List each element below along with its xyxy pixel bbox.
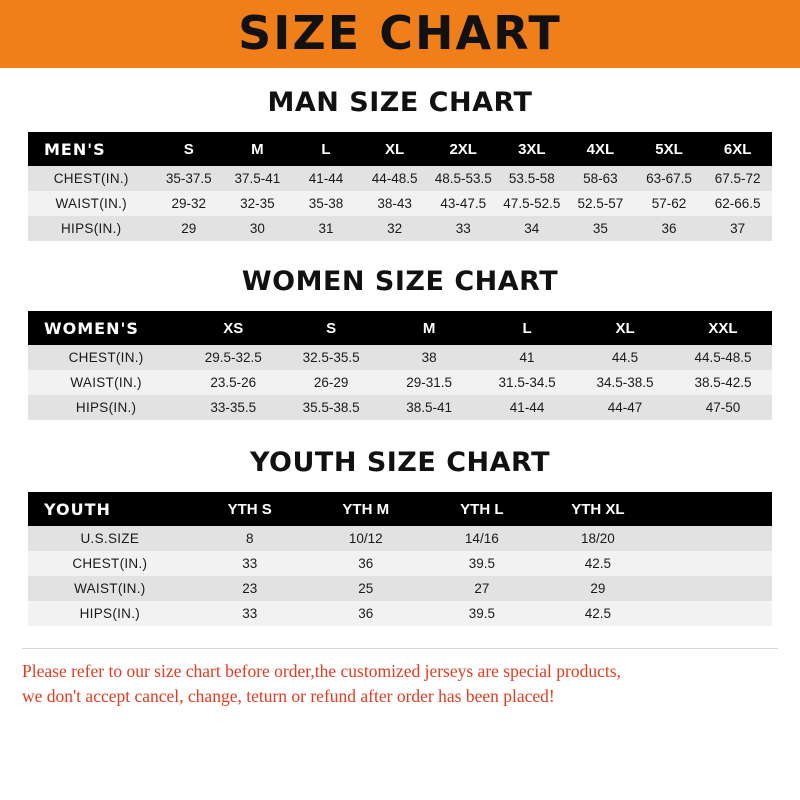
page-title: SIZE CHART [238, 6, 562, 60]
table-cell: 23 [192, 576, 308, 601]
table-row [28, 345, 772, 370]
table-cell: 35-38 [292, 191, 361, 216]
column-header: YTH L [424, 492, 540, 526]
youth-table-wrapper [28, 492, 772, 626]
women-section-title: WOMEN SIZE CHART [241, 266, 559, 297]
table-cell: 32-35 [223, 191, 292, 216]
table-cell: 34 [498, 216, 567, 241]
table-cell [656, 551, 772, 576]
table-cell [656, 526, 772, 551]
table-row [28, 191, 772, 216]
table-cell: 23.5-26 [184, 370, 282, 395]
table-cell: 67.5-72 [703, 166, 772, 191]
row-header: HIPS(IN.) [28, 601, 192, 626]
table-cell: 35 [566, 216, 635, 241]
column-header: XS [184, 311, 282, 345]
column-header: YTH S [192, 492, 308, 526]
column-header: 4XL [566, 132, 635, 166]
order-policy-note [22, 648, 778, 710]
table-cell: 31.5-34.5 [478, 370, 576, 395]
table-row [28, 576, 772, 601]
column-header: M [380, 311, 478, 345]
table-cell: 37.5-41 [223, 166, 292, 191]
table-cell: 27 [424, 576, 540, 601]
column-header: M [223, 132, 292, 166]
table-cell: 38-43 [360, 191, 429, 216]
column-header: 2XL [429, 132, 498, 166]
women-size-table [28, 311, 772, 420]
table-header-row [28, 132, 772, 166]
table-cell: 39.5 [424, 551, 540, 576]
man-table-wrapper [28, 132, 772, 241]
table-cell: 26-29 [282, 370, 380, 395]
table-cell: 48.5-53.5 [429, 166, 498, 191]
table-cell: 34.5-38.5 [576, 370, 674, 395]
table-cell: 32 [360, 216, 429, 241]
women-table-wrapper [28, 311, 772, 420]
row-header: CHEST(IN.) [28, 166, 154, 191]
table-cell: 33 [192, 551, 308, 576]
table-cell: 36 [308, 601, 424, 626]
table-cell: 32.5-35.5 [282, 345, 380, 370]
row-header: U.S.SIZE [28, 526, 192, 551]
man-section-title: MAN SIZE CHART [267, 87, 533, 118]
youth-section-title: YOUTH SIZE CHART [249, 447, 551, 478]
man-size-table [28, 132, 772, 241]
table-cell: 29.5-32.5 [184, 345, 282, 370]
table-cell: 63-67.5 [635, 166, 704, 191]
table-cell: 44.5-48.5 [674, 345, 772, 370]
row-header: WAIST(IN.) [28, 576, 192, 601]
column-header: XXL [674, 311, 772, 345]
column-header: S [282, 311, 380, 345]
table-cell [656, 601, 772, 626]
column-header: 3XL [498, 132, 567, 166]
table-cell: 30 [223, 216, 292, 241]
table-cell: 44-48.5 [360, 166, 429, 191]
table-cell: 41 [478, 345, 576, 370]
table-cell: 36 [308, 551, 424, 576]
table-cell: 44.5 [576, 345, 674, 370]
table-cell: 8 [192, 526, 308, 551]
row-header: HIPS(IN.) [28, 216, 154, 241]
column-header: 6XL [703, 132, 772, 166]
table-cell: 47-50 [674, 395, 772, 420]
table-cell: 33 [192, 601, 308, 626]
table-row [28, 395, 772, 420]
table-row [28, 601, 772, 626]
row-header: CHEST(IN.) [28, 345, 184, 370]
table-cell: 25 [308, 576, 424, 601]
table-cell: 38.5-42.5 [674, 370, 772, 395]
table-cell: 14/16 [424, 526, 540, 551]
table-cell: 29 [154, 216, 223, 241]
table-cell: 53.5-58 [498, 166, 567, 191]
column-header [656, 492, 772, 526]
table-cell: 33 [429, 216, 498, 241]
table-cell: 29-32 [154, 191, 223, 216]
note-line-1: Please refer to our size chart before order,the customized jerseys are special products, [22, 661, 621, 681]
table-cell [656, 576, 772, 601]
column-header: YTH M [308, 492, 424, 526]
table-row [28, 526, 772, 551]
column-header: L [478, 311, 576, 345]
column-header: XL [360, 132, 429, 166]
table-cell: 62-66.5 [703, 191, 772, 216]
table-cell: 41-44 [478, 395, 576, 420]
column-header: XL [576, 311, 674, 345]
table-header-row [28, 311, 772, 345]
column-header: YOUTH [28, 492, 192, 526]
column-header: 5XL [635, 132, 704, 166]
column-header: YTH XL [540, 492, 656, 526]
table-cell: 38 [380, 345, 478, 370]
table-cell: 31 [292, 216, 361, 241]
table-cell: 43-47.5 [429, 191, 498, 216]
row-header: WAIST(IN.) [28, 191, 154, 216]
table-cell: 37 [703, 216, 772, 241]
table-cell: 18/20 [540, 526, 656, 551]
youth-size-table [28, 492, 772, 626]
table-row [28, 166, 772, 191]
table-cell: 52.5-57 [566, 191, 635, 216]
note-line-2: we don't accept cancel, change, teturn or refund after order has been placed! [22, 686, 555, 707]
row-header: WAIST(IN.) [28, 370, 184, 395]
table-header-row [28, 492, 772, 526]
row-header: CHEST(IN.) [28, 551, 192, 576]
row-header: HIPS(IN.) [28, 395, 184, 420]
table-cell: 41-44 [292, 166, 361, 191]
page-banner [0, 0, 800, 68]
column-header: L [292, 132, 361, 166]
table-cell: 35.5-38.5 [282, 395, 380, 420]
table-cell: 29 [540, 576, 656, 601]
table-cell: 29-31.5 [380, 370, 478, 395]
table-cell: 36 [635, 216, 704, 241]
table-cell: 44-47 [576, 395, 674, 420]
table-cell: 33-35.5 [184, 395, 282, 420]
table-cell: 58-63 [566, 166, 635, 191]
table-cell: 35-37.5 [154, 166, 223, 191]
table-row [28, 216, 772, 241]
table-row [28, 370, 772, 395]
column-header: WOMEN'S [28, 311, 184, 345]
column-header: MEN'S [28, 132, 154, 166]
table-cell: 42.5 [540, 601, 656, 626]
column-header: S [154, 132, 223, 166]
table-row [28, 551, 772, 576]
table-cell: 10/12 [308, 526, 424, 551]
table-cell: 42.5 [540, 551, 656, 576]
table-cell: 39.5 [424, 601, 540, 626]
table-cell: 47.5-52.5 [498, 191, 567, 216]
table-cell: 57-62 [635, 191, 704, 216]
table-cell: 38.5-41 [380, 395, 478, 420]
